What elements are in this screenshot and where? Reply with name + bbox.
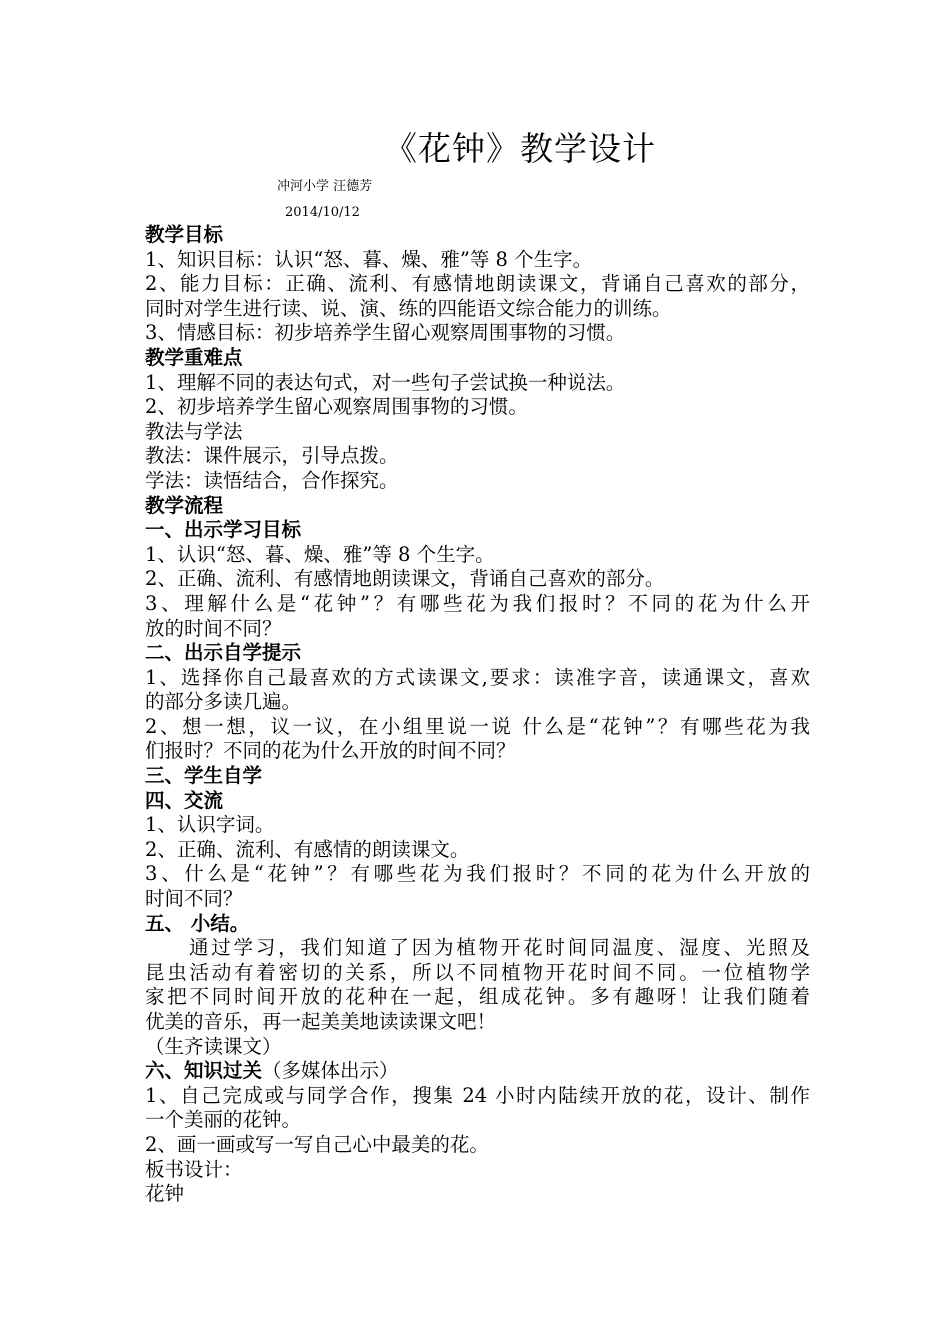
document-author: 冲河小学 汪德芳 [277, 179, 373, 194]
heading-text: 四、交流 [145, 788, 224, 812]
text-line [145, 297, 810, 322]
text-line [145, 715, 810, 740]
document-date: 2014/10/12 [285, 205, 360, 220]
text-line [145, 1010, 810, 1035]
line-text: 教法：课件展示，引导点拨。 [145, 444, 399, 468]
line-text: 1、理解不同的表达句式，对一些句子尝试换一种说法。 [145, 370, 626, 394]
line-text: 2、初步培养学生留心观察周围事物的习惯。 [145, 395, 528, 419]
text-line [145, 739, 810, 764]
text-line [145, 420, 810, 445]
line-text: 2、正确、流利、有感情地朗读课文，背诵自己喜欢的部分。 [145, 567, 665, 591]
section-heading [145, 346, 810, 371]
section-heading [145, 641, 810, 666]
section-heading [145, 764, 810, 789]
heading-text: 二、出示自学提示 [145, 641, 302, 665]
line-text: 2、想一想，议一议，在小组里说一说 什么是“花钟”？有哪些花为我 [145, 714, 810, 738]
document-body [145, 223, 810, 1207]
text-line [145, 936, 810, 961]
text-line [145, 887, 810, 912]
text-line [145, 395, 810, 420]
section-heading [145, 1059, 810, 1084]
heading-text: 六、知识过关 [145, 1059, 263, 1083]
line-text: 1、认识字词。 [145, 813, 275, 837]
text-line [145, 961, 810, 986]
text-line [145, 690, 810, 715]
text-line [145, 567, 810, 592]
line-text: 花钟 [145, 1182, 185, 1206]
section-heading [145, 789, 810, 814]
line-text: 放的时间不同？ [145, 616, 282, 640]
line-text: 1、认识“怒、暮、燥、雅”等 8 个生字。 [145, 542, 495, 566]
heading-text: 教学目标 [145, 223, 224, 246]
text-line [145, 321, 810, 346]
line-text: 板书设计： [145, 1157, 243, 1181]
section-heading [145, 518, 810, 543]
heading-suffix: （多媒体出示） [262, 1059, 399, 1083]
section-heading [145, 912, 810, 937]
section-heading [145, 494, 810, 519]
document-title: 《花钟》教学设计 [384, 129, 656, 168]
heading-text: 五、 小结。 [145, 911, 250, 935]
text-line [145, 617, 810, 642]
line-text: 2、画一画或写一写自己心中最美的花。 [145, 1132, 489, 1156]
heading-text: 教学流程 [145, 493, 224, 517]
text-line [145, 1182, 810, 1207]
line-text: 2、能力目标：正确、流利、有感情地朗读课文，背诵自己喜欢的部分， [145, 272, 810, 296]
text-line [145, 592, 810, 617]
text-line [145, 1084, 810, 1109]
line-text: 教法与学法 [145, 419, 243, 443]
line-text: 通过学习，我们知道了因为植物开花时间同温度、湿度、光照及 [189, 936, 810, 960]
text-line [145, 1133, 810, 1158]
line-text: 1、自己完成或与同学合作，搜集 24 小时内陆续开放的花，设计、制作 [145, 1083, 810, 1107]
line-text: 3、情感目标：初步培养学生留心观察周围事物的习惯。 [145, 321, 626, 345]
section-heading [145, 223, 810, 248]
text-line [145, 248, 810, 273]
text-line [145, 813, 810, 838]
text-line [145, 985, 810, 1010]
text-line [145, 1035, 810, 1060]
heading-text: 教学重难点 [145, 345, 243, 369]
text-line [145, 1158, 810, 1183]
line-text: 家把不同时间开放的花种在一起，组成花钟。多有趣呀！让我们随着 [145, 985, 810, 1009]
heading-text: 三、学生自学 [145, 764, 263, 788]
text-line [145, 1108, 810, 1133]
heading-text: 一、出示学习目标 [145, 518, 302, 542]
line-text: 学法：读悟结合，合作探究。 [145, 468, 399, 492]
text-line [145, 862, 810, 887]
line-text: 时间不同？ [145, 887, 243, 911]
line-text: 3、理解什么是“花钟”？有哪些花为我们报时？不同的花为什么开 [145, 591, 810, 615]
line-text: 昆虫活动有着密切的关系，所以不同植物开花时间不同。一位植物学 [145, 960, 810, 984]
text-line [145, 444, 810, 469]
line-text: 的部分多读几遍。 [145, 690, 302, 714]
text-line [145, 469, 810, 494]
line-text: 1、选择你自己最喜欢的方式读课文,要求：读准字音，读通课文，喜欢 [145, 665, 810, 689]
line-text: 1、知识目标：认识“怒、暮、燥、雅”等 8 个生字。 [145, 247, 593, 271]
line-text: 同时对学生进行读、说、演、练的四能语文综合能力的训练。 [145, 296, 672, 320]
line-text: 一个美丽的花钟。 [145, 1108, 302, 1132]
text-line [145, 272, 810, 297]
text-line [145, 666, 810, 691]
line-text: 们报时？不同的花为什么开放的时间不同？ [145, 739, 516, 763]
text-line [145, 543, 810, 568]
text-line [145, 371, 810, 396]
text-line [145, 838, 810, 863]
line-text: 2、正确、流利、有感情的朗读课文。 [145, 837, 470, 861]
line-text: 优美的音乐，再一起美美地读读课文吧！ [145, 1010, 497, 1033]
line-text: （生齐读课文） [145, 1034, 282, 1058]
line-text: 3、什么是“花钟”？有哪些花为我们报时？不同的花为什么开放的 [145, 862, 810, 886]
